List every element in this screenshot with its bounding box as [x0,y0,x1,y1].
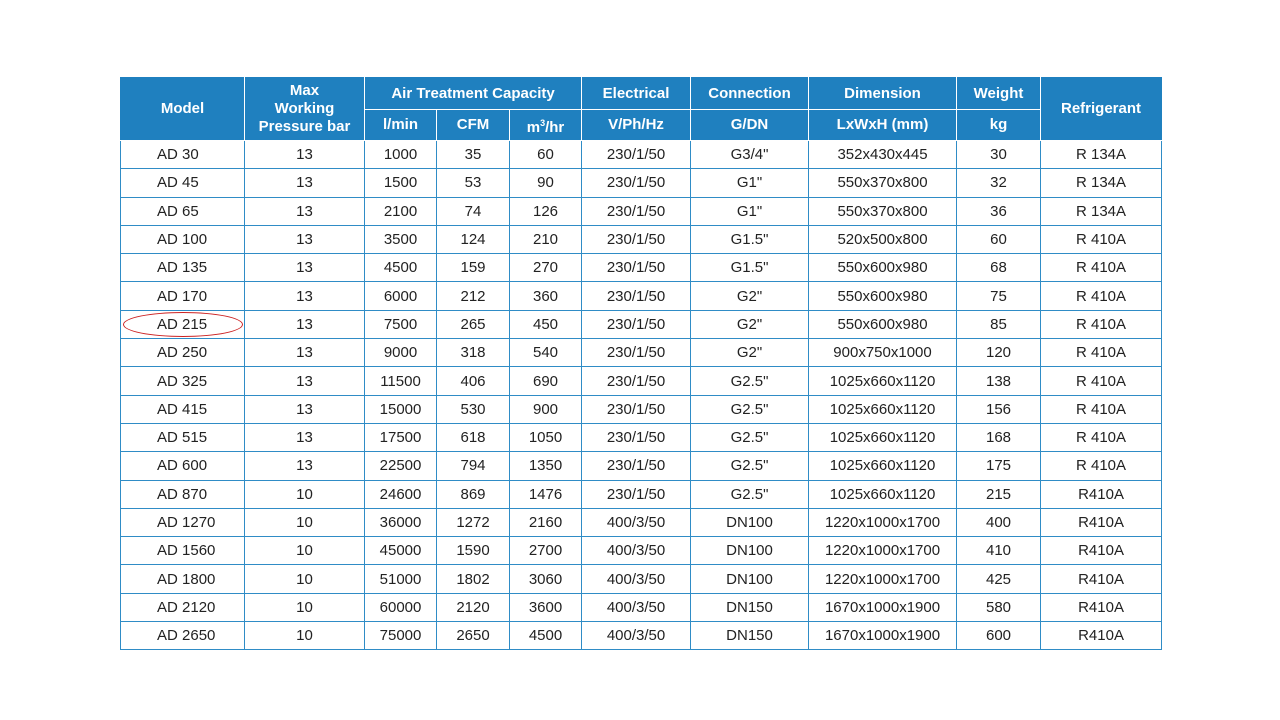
cell-dimension: 550x600x980 [809,282,957,310]
cell-connection: G2.5" [691,395,809,423]
cell-dimension: 1670x1000x1900 [809,622,957,650]
cell-connection: G2" [691,339,809,367]
table-row [121,197,1162,225]
cell-weight: 36 [957,197,1041,225]
cell-lmin: 51000 [365,565,437,593]
cell-connection: DN100 [691,508,809,536]
cell-model: AD 600 [121,452,245,480]
cell-model: AD 135 [121,254,245,282]
cell-electrical: 230/1/50 [582,423,691,451]
cell-lmin: 3500 [365,225,437,253]
cell-cfm: 74 [437,197,510,225]
cell-dimension: 1025x660x1120 [809,423,957,451]
cell-cfm: 318 [437,339,510,367]
cell-refrigerant: R410A [1041,508,1162,536]
cell-refrigerant: R410A [1041,593,1162,621]
cell-pressure: 13 [245,452,365,480]
cell-electrical: 230/1/50 [582,169,691,197]
header-dimension-unit: LxWxH (mm) [809,110,957,141]
cell-model: AD 515 [121,423,245,451]
cell-model: AD 250 [121,339,245,367]
cell-m3hr: 210 [510,225,582,253]
cell-pressure: 13 [245,254,365,282]
cell-cfm: 794 [437,452,510,480]
header-pressure-line1: Max [289,82,320,99]
cell-cfm: 2120 [437,593,510,621]
cell-pressure: 13 [245,339,365,367]
table-row [121,622,1162,650]
cell-connection: DN150 [691,622,809,650]
cell-connection: G1" [691,197,809,225]
table-row [121,593,1162,621]
cell-lmin: 36000 [365,508,437,536]
header-m3hr: $m^3/hr$ [510,110,582,141]
cell-refrigerant: R 410A [1041,254,1162,282]
cell-m3hr: 1350 [510,452,582,480]
cell-cfm: 53 [437,169,510,197]
cell-weight: 215 [957,480,1041,508]
table-row [121,423,1162,451]
cell-lmin: 24600 [365,480,437,508]
cell-lmin: 4500 [365,254,437,282]
cell-dimension: 550x600x980 [809,254,957,282]
cell-model: AD 870 [121,480,245,508]
cell-weight: 425 [957,565,1041,593]
cell-electrical: 230/1/50 [582,310,691,338]
cell-weight: 68 [957,254,1041,282]
cell-weight: 175 [957,452,1041,480]
cell-dimension: 520x500x800 [809,225,957,253]
cell-pressure: 10 [245,622,365,650]
cell-lmin: 9000 [365,339,437,367]
cell-weight: 85 [957,310,1041,338]
cell-cfm: 124 [437,225,510,253]
table-row [121,395,1162,423]
cell-refrigerant: R410A [1041,622,1162,650]
cell-m3hr: 3060 [510,565,582,593]
cell-lmin: 22500 [365,452,437,480]
cell-lmin: 1500 [365,169,437,197]
cell-refrigerant: R 410A [1041,282,1162,310]
cell-dimension: 1025x660x1120 [809,452,957,480]
cell-connection: G2.5" [691,480,809,508]
header-pressure [245,78,365,141]
cell-cfm: 35 [437,141,510,169]
cell-lmin: 60000 [365,593,437,621]
cell-refrigerant: R 134A [1041,197,1162,225]
table-row [121,141,1162,169]
cell-model: AD 2650 [121,622,245,650]
header-lmin: l/min [365,110,437,141]
cell-pressure: 13 [245,225,365,253]
cell-pressure: 13 [245,141,365,169]
cell-model: AD 1800 [121,565,245,593]
cell-cfm: 869 [437,480,510,508]
header-weight-unit: kg [957,110,1041,141]
cell-electrical: 400/3/50 [582,565,691,593]
header-row-1 [121,78,1162,110]
cell-lmin: 75000 [365,622,437,650]
cell-electrical: 230/1/50 [582,225,691,253]
cell-electrical: 400/3/50 [582,537,691,565]
table-row [121,537,1162,565]
cell-model: AD 2120 [121,593,245,621]
cell-weight: 400 [957,508,1041,536]
table-body [121,141,1162,650]
cell-pressure: 13 [245,310,365,338]
table-row [121,452,1162,480]
cell-lmin: 7500 [365,310,437,338]
cell-electrical: 230/1/50 [582,197,691,225]
header-connection-unit: G/DN [691,110,809,141]
cell-weight: 156 [957,395,1041,423]
cell-connection: G1.5" [691,225,809,253]
header-weight: Weight [957,78,1041,110]
cell-m3hr: 126 [510,197,582,225]
cell-dimension: 900x750x1000 [809,339,957,367]
cell-cfm: 212 [437,282,510,310]
cell-pressure: 10 [245,593,365,621]
cell-cfm: 159 [437,254,510,282]
cell-cfm: 1590 [437,537,510,565]
cell-electrical: 230/1/50 [582,339,691,367]
cell-dimension: 550x370x800 [809,197,957,225]
cell-dimension: 550x600x980 [809,310,957,338]
header-dimension: Dimension [809,78,957,110]
cell-m3hr: 540 [510,339,582,367]
header-refrigerant: Refrigerant [1041,78,1162,141]
header-pressure-line3: Pressure bar [258,118,351,135]
cell-model: AD 100 [121,225,245,253]
cell-lmin: 45000 [365,537,437,565]
cell-weight: 32 [957,169,1041,197]
cell-connection: DN150 [691,593,809,621]
cell-cfm: 1272 [437,508,510,536]
cell-dimension: 352x430x445 [809,141,957,169]
cell-connection: G1" [691,169,809,197]
cell-electrical: 230/1/50 [582,452,691,480]
cell-pressure: 13 [245,282,365,310]
cell-refrigerant: R 410A [1041,367,1162,395]
cell-pressure: 13 [245,197,365,225]
cell-connection: G2" [691,310,809,338]
table-row [121,339,1162,367]
cell-m3hr: 2700 [510,537,582,565]
cell-refrigerant: R 134A [1041,169,1162,197]
table-row [121,565,1162,593]
cell-cfm: 618 [437,423,510,451]
cell-refrigerant: R410A [1041,537,1162,565]
cell-pressure: 10 [245,480,365,508]
cell-m3hr: 1050 [510,423,582,451]
cell-refrigerant: R 410A [1041,395,1162,423]
cell-dimension: 1220x1000x1700 [809,537,957,565]
cell-electrical: 230/1/50 [582,367,691,395]
cell-lmin: 11500 [365,367,437,395]
cell-pressure: 13 [245,169,365,197]
cell-model: AD 30 [121,141,245,169]
cell-model: AD 415 [121,395,245,423]
cell-pressure: 10 [245,508,365,536]
cell-connection: DN100 [691,537,809,565]
cell-model: AD 65 [121,197,245,225]
cell-m3hr: 60 [510,141,582,169]
cell-model: AD 1560 [121,537,245,565]
cell-connection: G3/4" [691,141,809,169]
cell-dimension: 1220x1000x1700 [809,508,957,536]
cell-pressure: 13 [245,395,365,423]
cell-dimension: 1025x660x1120 [809,367,957,395]
cell-cfm: 406 [437,367,510,395]
table-row [121,310,1162,338]
cell-dimension: 550x370x800 [809,169,957,197]
cell-electrical: 400/3/50 [582,508,691,536]
table-row [121,254,1162,282]
cell-pressure: 10 [245,565,365,593]
header-pressure-line2: Working [274,100,335,117]
cell-weight: 138 [957,367,1041,395]
highlight-ellipse [123,312,243,337]
table-row [121,169,1162,197]
cell-refrigerant: R 410A [1041,423,1162,451]
cell-cfm: 1802 [437,565,510,593]
cell-m3hr: 4500 [510,622,582,650]
cell-refrigerant: R 410A [1041,452,1162,480]
cell-electrical: 230/1/50 [582,141,691,169]
cell-electrical: 400/3/50 [582,593,691,621]
cell-weight: 600 [957,622,1041,650]
cell-weight: 75 [957,282,1041,310]
cell-refrigerant: R 410A [1041,310,1162,338]
cell-pressure: 13 [245,367,365,395]
cell-electrical: 230/1/50 [582,480,691,508]
cell-connection: G2.5" [691,423,809,451]
cell-m3hr: 690 [510,367,582,395]
cell-m3hr: 900 [510,395,582,423]
cell-m3hr: 90 [510,169,582,197]
cell-connection: G2.5" [691,367,809,395]
cell-lmin: 1000 [365,141,437,169]
cell-electrical: 400/3/50 [582,622,691,650]
cell-weight: 168 [957,423,1041,451]
cell-electrical: 230/1/50 [582,254,691,282]
cell-m3hr: 360 [510,282,582,310]
cell-dimension: 1670x1000x1900 [809,593,957,621]
cell-model: AD 1270 [121,508,245,536]
table-row [121,367,1162,395]
cell-electrical: 230/1/50 [582,395,691,423]
header-capacity: Air Treatment Capacity [365,78,582,110]
cell-dimension: 1025x660x1120 [809,480,957,508]
header-electrical: Electrical [582,78,691,110]
cell-dimension: 1025x660x1120 [809,395,957,423]
cell-lmin: 2100 [365,197,437,225]
header-model: Model [121,78,245,141]
cell-m3hr: 2160 [510,508,582,536]
cell-refrigerant: R 410A [1041,339,1162,367]
cell-refrigerant: R410A [1041,480,1162,508]
cell-refrigerant: R410A [1041,565,1162,593]
cell-cfm: 265 [437,310,510,338]
cell-weight: 30 [957,141,1041,169]
cell-lmin: 6000 [365,282,437,310]
cell-weight: 60 [957,225,1041,253]
cell-cfm: 530 [437,395,510,423]
header-cfm: CFM [437,110,510,141]
cell-refrigerant: R 410A [1041,225,1162,253]
cell-weight: 580 [957,593,1041,621]
cell-connection: G1.5" [691,254,809,282]
table-row [121,508,1162,536]
cell-model: AD 45 [121,169,245,197]
cell-pressure: 13 [245,423,365,451]
cell-lmin: 17500 [365,423,437,451]
header-connection: Connection [691,78,809,110]
header-electrical-unit: V/Ph/Hz [582,110,691,141]
cell-weight: 120 [957,339,1041,367]
cell-pressure: 10 [245,537,365,565]
cell-refrigerant: R 134A [1041,141,1162,169]
cell-m3hr: 3600 [510,593,582,621]
cell-m3hr: 450 [510,310,582,338]
cell-m3hr: 1476 [510,480,582,508]
table-row [121,480,1162,508]
cell-model: AD 325 [121,367,245,395]
cell-connection: G2" [691,282,809,310]
cell-connection: DN100 [691,565,809,593]
cell-lmin: 15000 [365,395,437,423]
table-row [121,225,1162,253]
table-row [121,282,1162,310]
cell-connection: G2.5" [691,452,809,480]
cell-m3hr: 270 [510,254,582,282]
cell-electrical: 230/1/50 [582,282,691,310]
dryer-spec-table [120,77,1162,650]
cell-model: AD 170 [121,282,245,310]
cell-model: AD 215 [121,310,245,338]
cell-dimension: 1220x1000x1700 [809,565,957,593]
cell-cfm: 2650 [437,622,510,650]
cell-weight: 410 [957,537,1041,565]
